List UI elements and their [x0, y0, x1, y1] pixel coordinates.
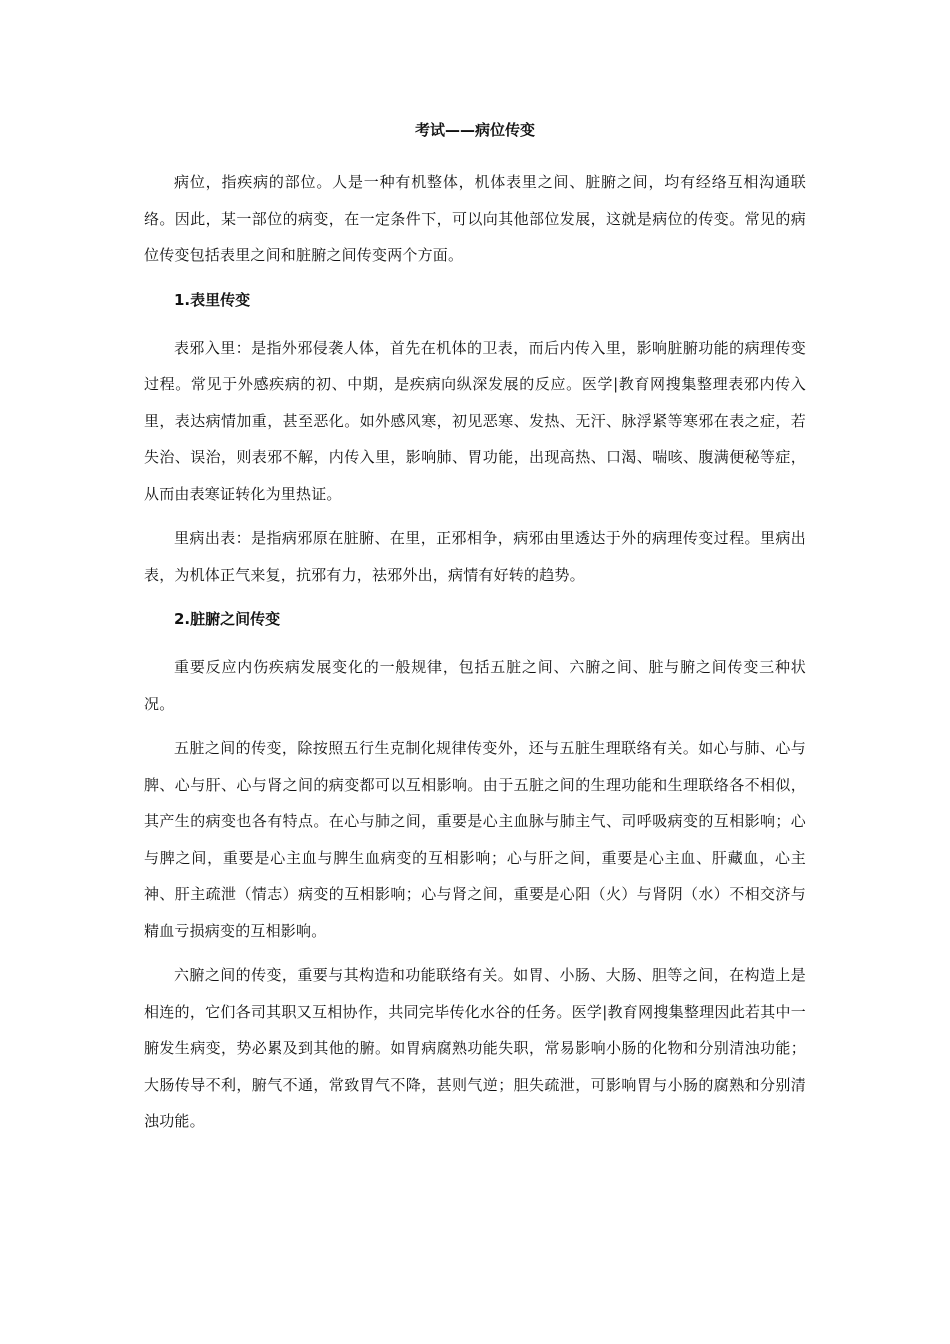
document-page: [144, 118, 806, 1148]
section-heading-zangfu: 2.脏腑之间传变: [174, 610, 281, 628]
paragraph-interior-to-exterior: 里病出表：是指病邪原在脏腑、在里，正邪相争，病邪由里透达于外的病理传变过程。里病出表，为机体正气来复，抗邪有力，祛邪外出，病情有好转的趋势。: [144, 529, 806, 584]
document-title: 考试——病位传变: [414, 121, 535, 139]
paragraph-zangfu-overview: 重要反应内伤疾病发展变化的一般规律，包括五脏之间、六腑之间、脏与腑之间传变三种状况。: [144, 658, 806, 713]
paragraph-five-zang: 五脏之间的传变，除按照五行生克制化规律传变外，还与五脏生理联络有关。如心与肺、心与脾、心与肝、心与肾之间的病变都可以互相影响。由于五脏之间的生理功能和生理联络各不相似，其产生的病变也各有特点。在心与肺之间，重要是心主血脉与肺主气、司呼吸病变的互相影响；心与脾之间，重要是心主血与脾生血病变的互相影响；心与肝之间，重要是心主血、肝藏血，心主神、肝主疏泄（情志）病变的互相影响；心与肾之间，重要是心阳（火）与肾阴（水）不相交济与精血亏损病变的互相影响。: [144, 739, 806, 940]
paragraph-exterior-to-interior: 表邪入里：是指外邪侵袭人体，首先在机体的卫表，而后内传入里，影响脏腑功能的病理传变过程。常见于外感疾病的初、中期，是疾病向纵深发展的反应。医学|教育网搜集整理表邪内传入里，表达病情加重，甚至恶化。如外感风寒，初见恶寒、发热、无汗、脉浮紧等寒邪在表之症，若失治、误治，则表邪不解，内传入里，影响肺、胃功能，出现高热、口渴、喘咳、腹满便秘等症，从而由表寒证转化为里热证。: [144, 338, 806, 503]
intro-paragraph: 病位，指疾病的部位。人是一种有机整体，机体表里之间、脏腑之间，均有经络互相沟通联络。因此，某一部位的病变，在一定条件下，可以向其他部位发展，这就是病位的传变。常见的病位传变包括表里之间和脏腑之间传变两个方面。: [144, 173, 806, 264]
section-heading-exterior-interior: 1.表里传变: [174, 290, 251, 309]
paragraph-six-fu: 六腑之间的传变，重要与其构造和功能联络有关。如胃、小肠、大肠、胆等之间，在构造上是相连的，它们各司其职又互相协作，共同完毕传化水谷的任务。医学|教育网搜集整理因此若其中一腑发生病变，势必累及到其他的腑。如胃病腐熟功能失职，常易影响小肠的化物和分别清浊功能；大肠传导不利，腑气不通，常致胃气不降，甚则气逆；胆失疏泄，可影响胃与小肠的腐熟和分别清浊功能。: [144, 966, 806, 1130]
